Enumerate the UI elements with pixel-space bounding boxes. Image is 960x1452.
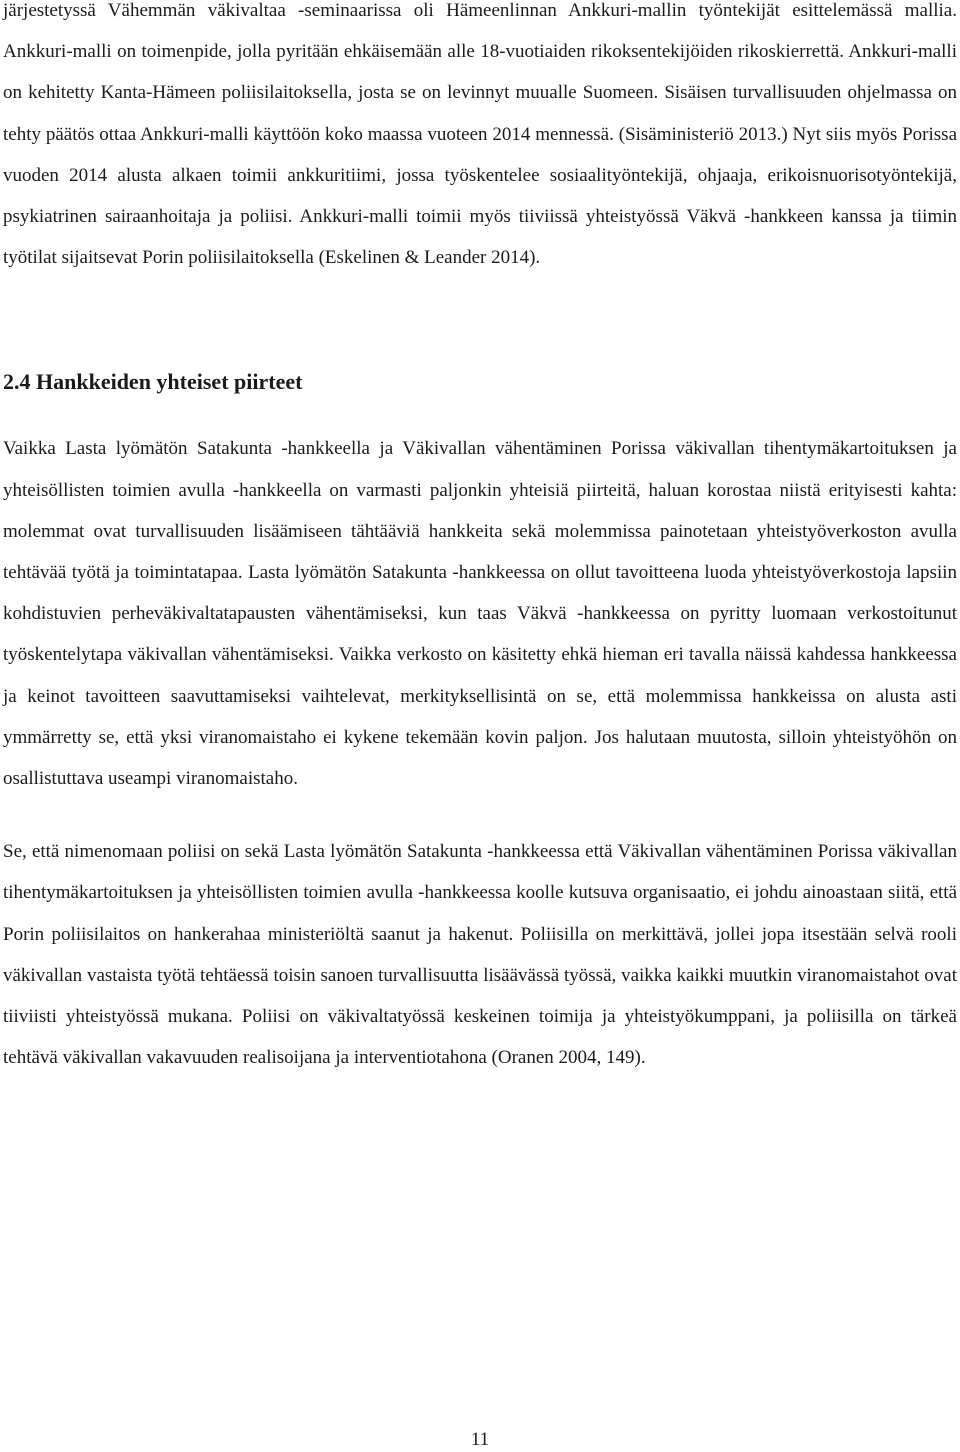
body-paragraph-police-role: Se, että nimenomaan poliisi on sekä Lasta lyömätön Satakunta -hankkeessa että Väkivallan vähentäminen Porissa väkivallan tihentymäkartoituksen ja yhteisöllisten toimien avulla -hankkeessa koolle kutsuva organisaatio, ei johdu ainoastaan siitä, että Porin poliisilaitos on hankerahaa ministeriöltä saanut ja hakenut. Poliisilla on merkittävä, jollei jopa itsestään selvä rooli väkivallan vastaista työtä tehtäessä toisin sanoen turvallisuutta lisäävässä työssä, vaikka kaikki muutkin viranomaistahot ovat tiiviisti yhteistyössä mukana. Poliisi on väkivaltatyössä keskeinen toimija ja yhteistyökumppani, ja poliisilla on tärkeä tehtävä väkivallan vakavuuden realisoijana ja interventiotahona (Oranen 2004, 149).: [3, 841, 957, 1069]
document-page: [3, 0, 957, 1078]
section-heading: 2.4 Hankkeiden yhteiset piirteet: [3, 369, 303, 395]
paragraph-spacer: [3, 799, 957, 831]
body-paragraph-ankkuri-model: järjestetyssä Vähemmän väkivaltaa -seminaarissa oli Hämeenlinnan Ankkuri-mallin työntekijät esittelemässä mallia. Ankkuri-malli on toimenpide, jolla pyritään ehkäisemään alle 18-vuotiaiden rikoksentekijöiden rikoskierrettä. Ankkuri-malli on kehitetty Kanta-Hämeen poliisilaitoksella, josta se on levinnyt muualle Suomeen. Sisäisen turvallisuuden ohjelmassa on tehty päätös ottaa Ankkuri-malli käyttöön koko maassa vuoteen 2014 mennessä. (Sisäministeriö 2013.) Nyt siis myös Porissa vuoden 2014 alusta alkaen toimii ankkuritiimi, jossa työskentelee sosiaalityöntekijä, ohjaaja, erikoisnuorisotyöntekijä, psykiatrinen sairaanhoitaja ja poliisi. Ankkuri-malli toimii myös tiiviissä yhteistyössä Väkvä -hankkeen kanssa ja tiimin työtilat sijaitsevat Porin poliisilaitoksella (Eskelinen & Leander 2014).: [3, 0, 957, 269]
page-number: 11: [470, 1429, 490, 1450]
body-paragraph-shared-features: Vaikka Lasta lyömätön Satakunta -hankkeella ja Väkivallan vähentäminen Porissa väkivallan tihentymäkartoituksen ja yhteisöllisten toimien avulla -hankkeella on varmasti paljonkin yhteisiä piirteitä, haluan korostaa niistä erityisesti kahta: molemmat ovat turvallisuuden lisäämiseen tähtääviä hankkeita sekä molemmissa painotetaan yhteistyöverkoston avulla tehtävää työtä ja toimintatapaa. Lasta lyömätön Satakunta -hankkeessa on ollut tavoitteena luoda yhteistyöverkostoja lapsiin kohdistuvien perheväkivaltatapausten vähentämiseksi, kun taas Väkvä -hankkeessa on pyritty luomaan verkostoitunut työskentelytapa väkivallan vähentämiseksi. Vaikka verkosto on käsitetty ehkä hieman eri tavalla näissä kahdessa hankkeessa ja keinot tavoitteen saavuttamiseksi vaihtelevat, merkityksellisintä on se, että molemmissa hankkeissa on alusta asti ymmärretty se, että yksi viranomaistaho ei kykene tekemään kovin paljon. Jos halutaan muutosta, silloin yhteistyöhön on osallistuttava useampi viranomaistaho.: [3, 438, 957, 790]
